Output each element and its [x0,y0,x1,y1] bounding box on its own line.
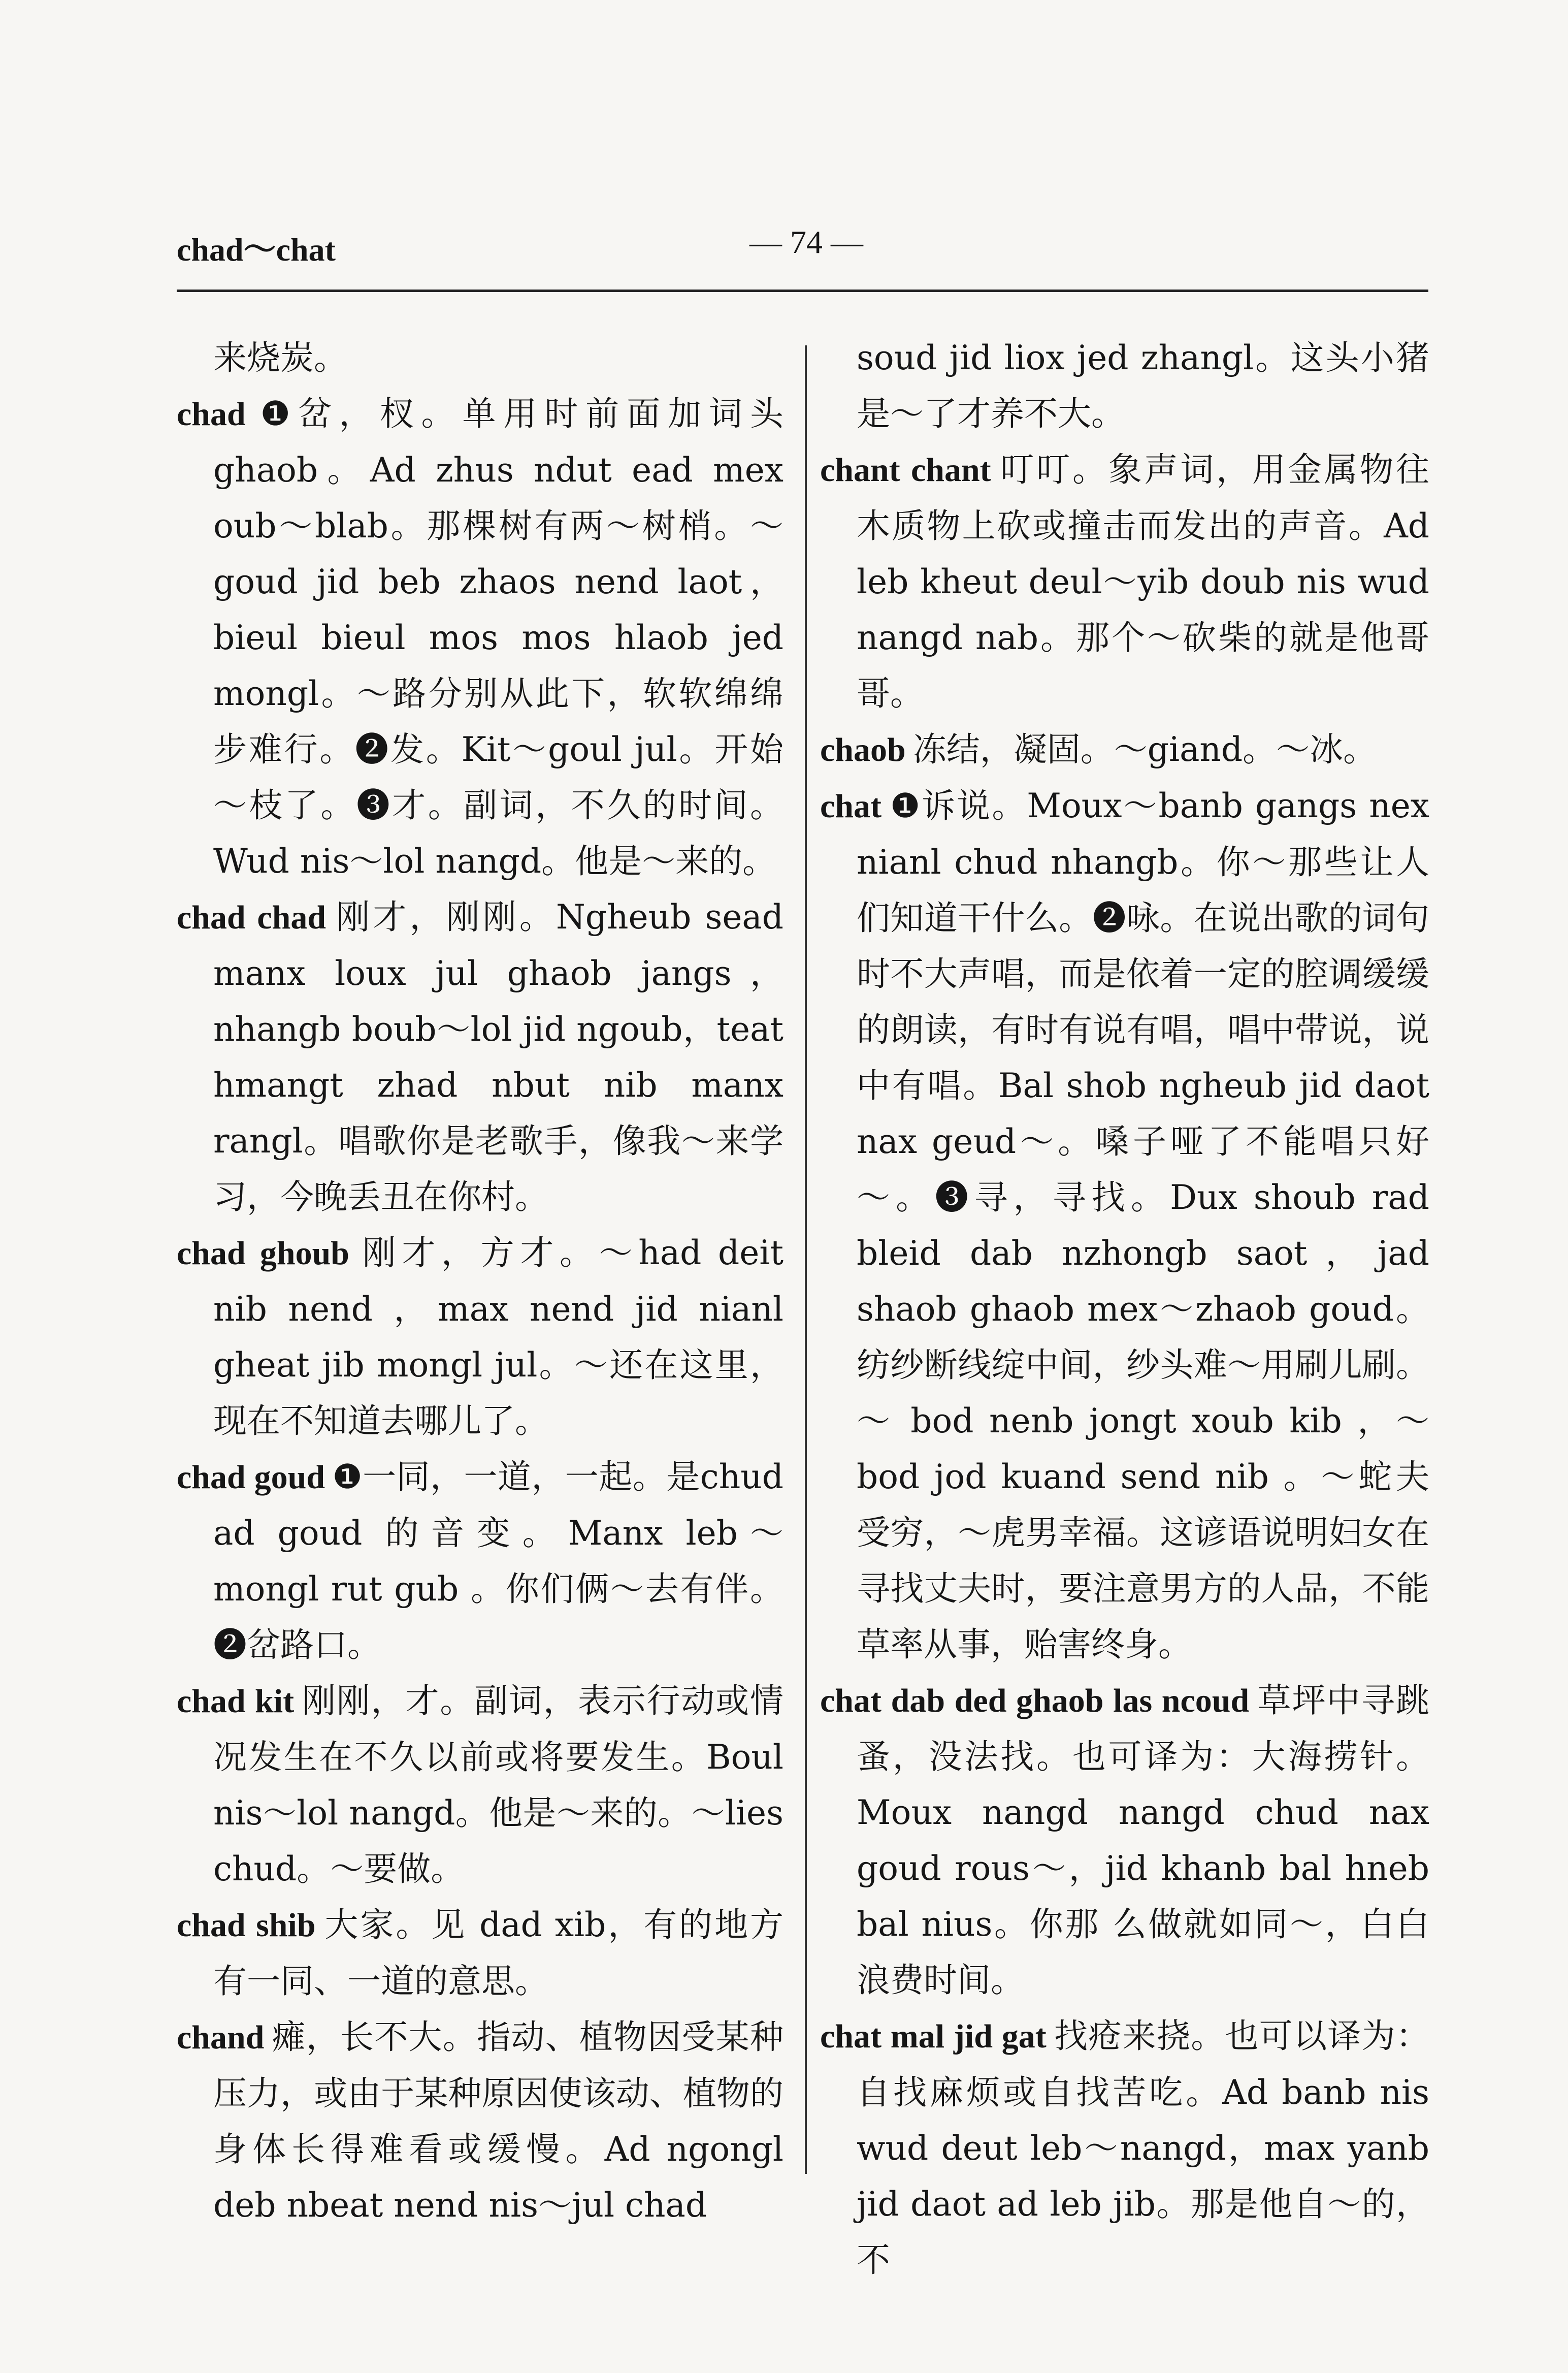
continuation-text: soud jid liox jed zhangl。这头小猪是～了才养不大。 [857,338,1429,433]
dictionary-entry [820,2008,1429,2288]
entry-definition: 草坪中寻跳蚤，没法找。也可译为：大海捞针。Moux nangd nangd chud nax goud rous～，jid khanb bal hneb bal nius。你那 么做就如同～，白白浪费时间。 [857,1681,1429,2000]
header-rule [177,290,1428,292]
entry-definition: 叮叮。象声词，用金属物往木质物上砍或撞击而发出的声音。Ad leb kheut deul～yib doub nis wud nangd nab。那个～砍柴的就是他哥哥。 [857,450,1430,713]
entry-headword: chaob [820,731,906,768]
running-head: chad～chat [177,232,336,268]
entry-definition: 刚才，刚刚。Ngheub sead manx loux jul ghaob jangs，nhangb boub～lol jid ngoub，teat hmangt zhad nbut nib manx rangl。唱歌你是老歌手，像我～来学习，今晚丢丑在你村。 [213,897,783,1216]
entry-definition: ❶一同，一道，一起。是chud ad goud 的音变。Manx leb～mongl rut gub 。你们俩～去有伴。❷岔路口。 [213,1457,783,1664]
right-column [820,330,1429,2288]
page-header [177,223,1428,284]
entry-headword: chat [820,788,881,825]
entry-definition: 大家。见 dad xib，有的地方有一同、一道的意思。 [213,1905,783,2001]
entry-headword: chad chad [177,899,326,936]
dictionary-entry [177,1673,783,1897]
entry-headword: chad ghoub [177,1235,349,1272]
entry-definition: 刚才，方才。～had deit nib nend ，max nend jid nianl gheat jib mongl jul。～还在这里，现在不知道去哪儿了。 [213,1233,783,1440]
entry-definition: ❶诉说。Moux～banb gangs nex nianl chud nhangb。你～那些让人们知道干什么。❷咏。在说出歌的词句时不大声唱，而是依着一定的腔调缓缓的朗读，有时有说有唱，唱中带说，说中有唱。Bal shob ngheub jid daot nax geud～。嗓子哑了不能唱只好～。❸寻，寻找。Dux shoub rad bleid dab nzhongb saot，jad shaob ghaob mex～zhaob goud。纺纱断线绽中间，纱头难～用刷儿刷。～ bod nenb jongt xoub kib ，～ bod jod kuand send nib 。～蛇夫受穷，～虎男幸福。这谚语说明妇女在寻找丈夫时，要注意男方的人品，不能草率从事，贻害终身。 [857,786,1429,1664]
entry-definition: 瘫，长不大。指动、植物因受某种压力，或由于某种原因使该动、植物的身体长得难看或缓慢。Ad ngongl deb nbeat nend nis～jul chad [213,2017,783,2225]
entry-definition: ❶岔，杈。单用时前面加词头ghaob。Ad zhus ndut ead mex oub～blab。那棵树有两～树梢。～goud jid beb zhaos nend laot，bieul bieul mos mos hlaob jed mongl。～路分别从此下，软软绵绵步难行。❷发。Kit～goul jul。开始～枝了。❸才。副词，不久的时间。Wud nis～lol nangd。他是～来的。 [213,394,783,881]
entry-headword: chant chant [820,452,991,489]
entry-headword: chand [177,2019,265,2056]
dictionary-entry [177,889,783,1225]
dictionary-entry [177,2009,783,2233]
dictionary-entry [820,1673,1429,2008]
entry-headword: chat dab ded ghaob las ncoud [820,1682,1250,1719]
continuation-text: 来烧炭。 [213,338,347,377]
entry-headword: chad shib [177,1907,316,1944]
dictionary-entry [820,442,1429,722]
left-column [177,330,783,2233]
dictionary-entry [820,722,1429,778]
entry-headword: chad kit [177,1683,295,1720]
entry-headword: chad goud [177,1459,325,1496]
dictionary-entry [820,778,1429,1673]
entry-definition: 刚刚，才。副词，表示行动或情况发生在不久以前或将要发生。Boul nis～lol nangd。他是～来的。～lies chud。～要做。 [213,1681,784,1888]
entry-definition: 找疮来挠。也可以译为：自找麻烦或自找苦吃。Ad banb nis wud deut leb～nangd，max yanb jid daot ad leb jib。那是他自～的，不 [857,2016,1430,2280]
entry-headword: chat mal jid gat [820,2018,1047,2055]
dictionary-entry [177,1225,783,1449]
dictionary-entry [177,1897,783,2009]
column-divider [805,345,807,2174]
page-number: — 74 — [749,224,863,260]
entry-headword: chad [177,396,246,433]
dictionary-entry [177,386,783,889]
entry-definition: 冻结，凝固。～giand。～冰。 [912,730,1377,769]
dictionary-entry [177,1449,783,1673]
